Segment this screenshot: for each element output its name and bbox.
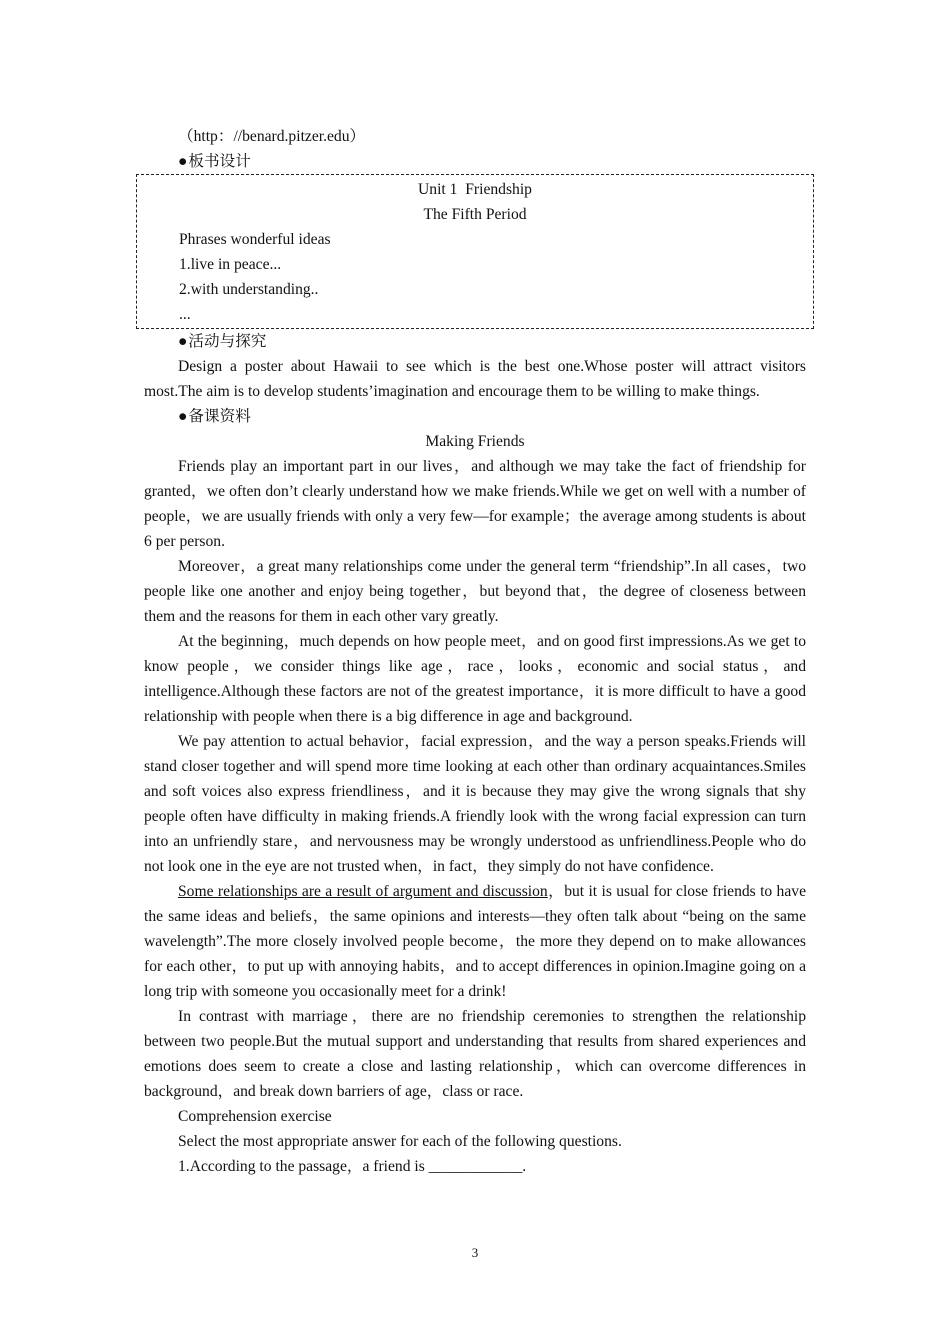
- box-line-ellipsis: ...: [179, 306, 191, 323]
- activity-heading: [144, 329, 806, 354]
- question-1: 1.According to the passage，a friend is ____________.: [178, 1158, 527, 1175]
- activity-heading-text: 活动与探究: [188, 333, 267, 350]
- materials-heading: [144, 404, 806, 429]
- exercise-instruction: Select the most appropriate answer for each of the following questions.: [178, 1133, 622, 1150]
- source-url: （http：//benard.pitzer.edu）: [178, 128, 366, 145]
- page-number: 3: [471, 1245, 479, 1260]
- article-paragraph-3: At the beginning，much depends on how people meet，and on good first impressions.As we get to know people，we consider things like age，race，looks，economic and social status，and intelligence.Although these factors are not of the greatest importance，it is more difficult to have a good relationship with people when there is a big difference in age and background.: [144, 633, 806, 725]
- materials-heading-text: 备课资料: [188, 408, 251, 425]
- box-line-1: 1.live in peace...: [179, 256, 282, 273]
- activity-text: Design a poster about Hawaii to see which is the best one.Whose poster will attract visitors most.The aim is to develop students’imagination and encourage them to be willing to make things.: [144, 358, 806, 400]
- article-title: Making Friends: [425, 433, 525, 450]
- document-body: [144, 124, 806, 1179]
- article-paragraph-1: Friends play an important part in our lives，and although we may take the fact of friendship for granted，we often don’t clearly understand how we make friends.While we get on well with a number of people，we are usually friends with only a very few—for example；the average among students is about 6 per person.: [144, 458, 806, 550]
- article-paragraph-5: [144, 879, 806, 1004]
- bullet-icon: ●: [178, 408, 188, 425]
- box-line-2: 2.with understanding..: [179, 281, 319, 298]
- article-paragraph-4: We pay attention to actual behavior，facial expression，and the way a person speaks.Friends will stand closer together and will spend more time looking at each other than ordinary acquaintances.Smiles and soft voices also express friendliness，and it is because they may give the wrong signals that shy people often have difficulty in making friends.A friendly look with the wrong facial expression can turn into an unfriendly stare，and nervousness may be wrongly understood as unfriendliness.People who do not look one in the eye are not trusted when，in fact，they simply do not have confidence.: [144, 733, 806, 875]
- bullet-icon: ●: [178, 153, 188, 170]
- box-title-unit: Unit 1 Friendship: [418, 181, 532, 198]
- paragraph-5-rest: ，but it is usual for close friends to have the same ideas and beliefs，the same opinions and interests—they often talk about “being on the same wavelength”.The more closely involved people become，the more they depend on to make allowances for each other，to put up with annoying habits，and to accept differences in opinion.Imagine going on a long trip with someone you occasionally meet for a drink!: [144, 883, 806, 1000]
- bullet-icon: ●: [178, 333, 188, 350]
- exercise-heading: Comprehension exercise: [178, 1108, 332, 1125]
- article-paragraph-6: In contrast with marriage，there are no friendship ceremonies to strengthen the relationship between two people.But the mutual support and understanding that results from shared experiences and emotions does seem to create a close and lasting relationship，which can overcome differences in background，and break down barriers of age，class or race.: [144, 1008, 806, 1100]
- box-line-phrases: Phrases wonderful ideas: [179, 231, 331, 248]
- blackboard-design-box: [136, 174, 814, 329]
- box-title-period: The Fifth Period: [423, 206, 527, 223]
- blackboard-heading: [144, 149, 806, 174]
- blackboard-heading-text: 板书设计: [188, 153, 251, 170]
- underlined-phrase: Some relationships are a result of argument and discussion: [178, 883, 548, 900]
- article-paragraph-2: Moreover，a great many relationships come under the general term “friendship”.In all cases，two people like one another and enjoy being together，but beyond that，the degree of closeness between them and the reasons for them in each other vary greatly.: [144, 558, 806, 625]
